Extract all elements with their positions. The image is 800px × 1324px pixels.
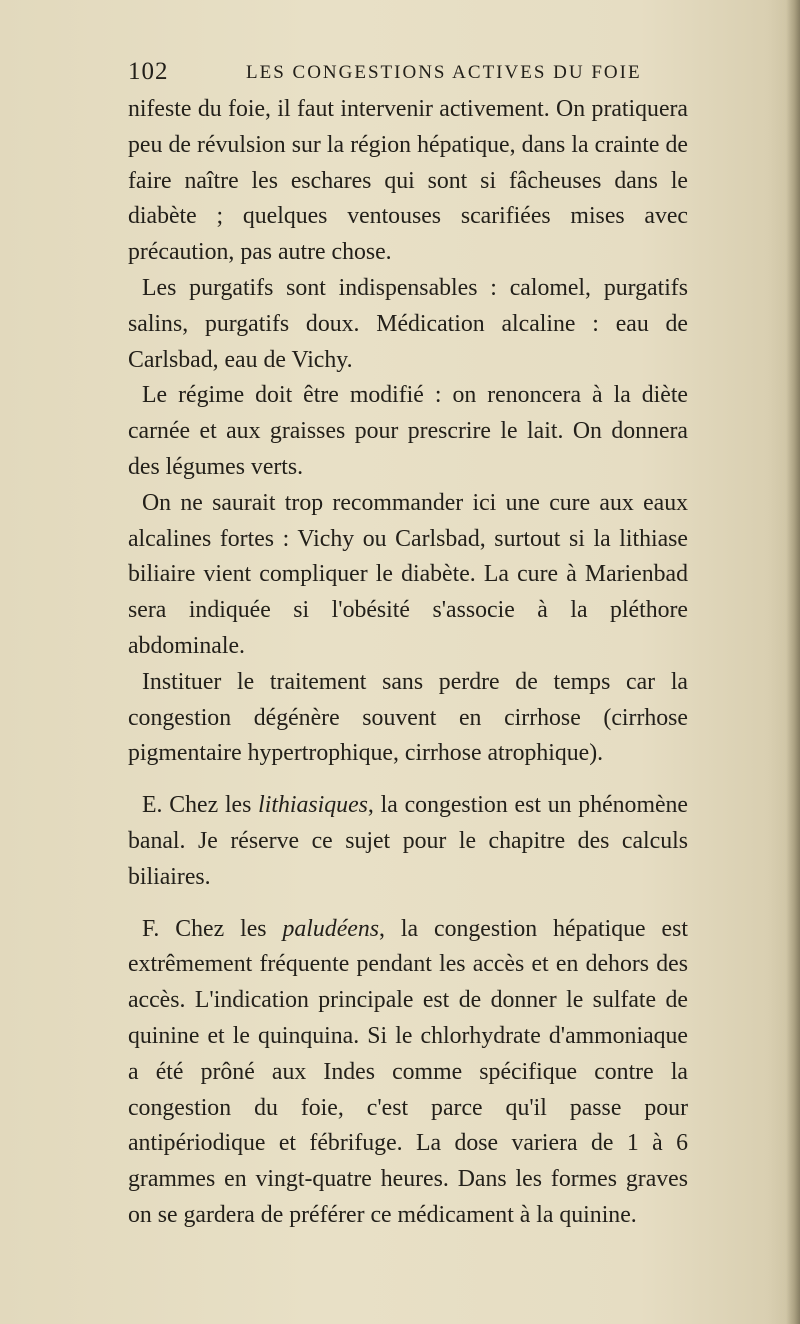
paragraph-traitement: Instituer le traitement sans perdre de temps car la congestion dégénère souvent en cirrhose (cirrhose pigmentaire hypertrophique, cirrhose atrophique). xyxy=(128,668,688,767)
running-head: LES CONGESTIONS ACTIVES DU FOIE xyxy=(246,62,642,83)
page-header xyxy=(128,58,688,94)
page-edge-shadow xyxy=(786,0,800,1324)
section-f-paludeens xyxy=(128,912,688,1234)
paragraph-cure: On ne saurait trop recommander ici une cure aux eaux alcalines fortes : Vichy ou Carlsbad, surtout si la lithiase biliaire vient compliquer le diabète. La cure à Marienbad sera indiquée si l'obésité s'associe à la pléthore abdominale. xyxy=(128,489,688,659)
paragraph-purgatifs: Les purgatifs sont indispensables : calomel, purgatifs salins, purgatifs doux. Médication alcaline : eau de Carlsbad, eau de Vichy. xyxy=(128,274,688,373)
section-e-prefix: E. Chez les xyxy=(142,792,259,819)
page-number: 102 xyxy=(128,58,169,85)
section-f-term: paludéens xyxy=(282,915,379,942)
paragraph-regime: Le régime doit être modifié : on renoncera à la diète carnée et aux graisses pour prescrire le lait. On donnera des légumes verts. xyxy=(128,382,688,480)
body-text xyxy=(128,92,688,1234)
section-f-text: , la congestion hépatique est extrêmement fréquente pendant les accès et en dehors des accès. L'indication principale est de donner le sulfate de quinine et le quinquina. Si le chlorhydrate d'ammoniaque a été prôné aux Indes comme spécifique contre la congestion du foie, c'est parce qu'il passe pour antipériodique et fébrifuge. La dose variera de 1 à 6 grammes en vingt-quatre heures. Dans les formes graves on se gardera de préférer ce médicament à la quinine. xyxy=(128,915,688,1228)
paragraph-continuation: nifeste du foie, il faut intervenir activement. On pratiquera peu de révulsion sur la région hépatique, dans la crainte de faire naître les eschares qui sont si fâcheuses dans le diabète ; quelques ventouses scarifiées mises avec précaution, pas autre chose. xyxy=(128,96,688,266)
section-e-text: , la congestion est un phénomène banal. Je réserve ce sujet pour le chapitre des calculs biliaires. xyxy=(128,792,688,890)
section-e-term: lithiasiques xyxy=(258,792,368,819)
section-e-lithiasiques xyxy=(128,788,688,895)
section-f-prefix: F. Chez les xyxy=(142,915,283,942)
